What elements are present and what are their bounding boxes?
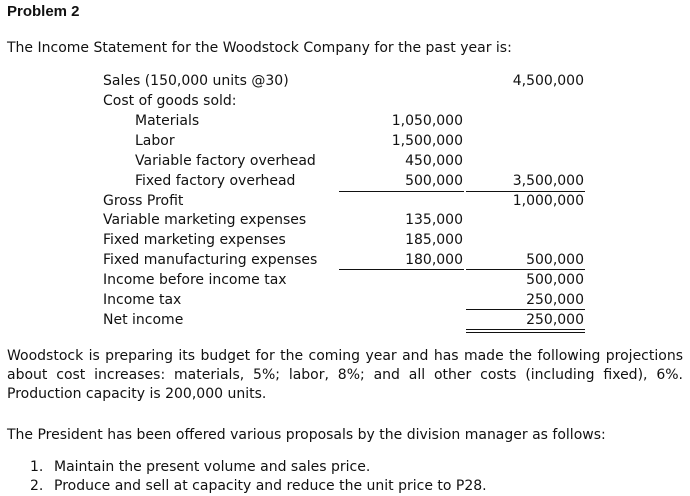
sales-value: 4,500,000 [512, 73, 584, 89]
expenses-underline-1 [339, 269, 464, 270]
net-income-double-underline-1 [466, 329, 585, 330]
cogs-underline-1 [339, 191, 464, 192]
gross-profit-label: Gross Profit [103, 193, 184, 209]
variable-marketing-label: Variable marketing expenses [103, 212, 307, 228]
variable-factory-overhead-label: Variable factory overhead [135, 153, 316, 169]
intro-text: The Income Statement for the Woodstock Company for the past year is: [7, 40, 512, 56]
net-income-double-underline-2 [466, 332, 585, 333]
list-item: 2. Produce and sell at capacity and reduce the unit price to P28. [30, 478, 487, 494]
tax-underline [466, 309, 585, 310]
materials-value: 1,050,000 [391, 113, 463, 129]
income-tax-label: Income tax [103, 292, 182, 308]
fixed-manufacturing-label: Fixed manufacturing expenses [103, 252, 318, 268]
expenses-total: 500,000 [526, 252, 584, 268]
labor-value: 1,500,000 [391, 133, 463, 149]
fixed-marketing-value: 185,000 [405, 232, 463, 248]
net-income-label: Net income [103, 312, 184, 328]
fixed-factory-overhead-label: Fixed factory overhead [135, 173, 296, 189]
variable-factory-overhead-value: 450,000 [405, 153, 463, 169]
materials-label: Materials [135, 113, 200, 129]
sales-label: Sales (150,000 units @30) [103, 73, 289, 89]
income-before-tax-label: Income before income tax [103, 272, 287, 288]
fixed-marketing-label: Fixed marketing expenses [103, 232, 286, 248]
fixed-factory-overhead-value: 500,000 [405, 173, 463, 189]
fixed-manufacturing-value: 180,000 [405, 252, 463, 268]
proposals-list [30, 458, 487, 496]
income-tax-value: 250,000 [526, 292, 584, 308]
list-item: 1. Maintain the present volume and sales price. [30, 459, 371, 475]
labor-label: Labor [135, 133, 175, 149]
problem-title: Problem 2 [7, 3, 80, 20]
cogs-total: 3,500,000 [512, 173, 584, 189]
income-before-tax-value: 500,000 [526, 272, 584, 288]
proposals-intro: The President has been offered various proposals by the division manager as follows: [7, 427, 606, 443]
variable-marketing-value: 135,000 [405, 212, 463, 228]
gross-profit-value: 1,000,000 [512, 193, 584, 209]
net-income-value: 250,000 [526, 312, 584, 328]
expenses-underline-2 [466, 269, 585, 270]
budget-paragraph: Woodstock is preparing its budget for the coming year and has made the following projections about cost increases: materials, 5%; labor, 8%; and all other costs (including fixed), 6%. Production capacity is 200,000 units. [7, 348, 683, 402]
cogs-label: Cost of goods sold: [103, 93, 237, 109]
